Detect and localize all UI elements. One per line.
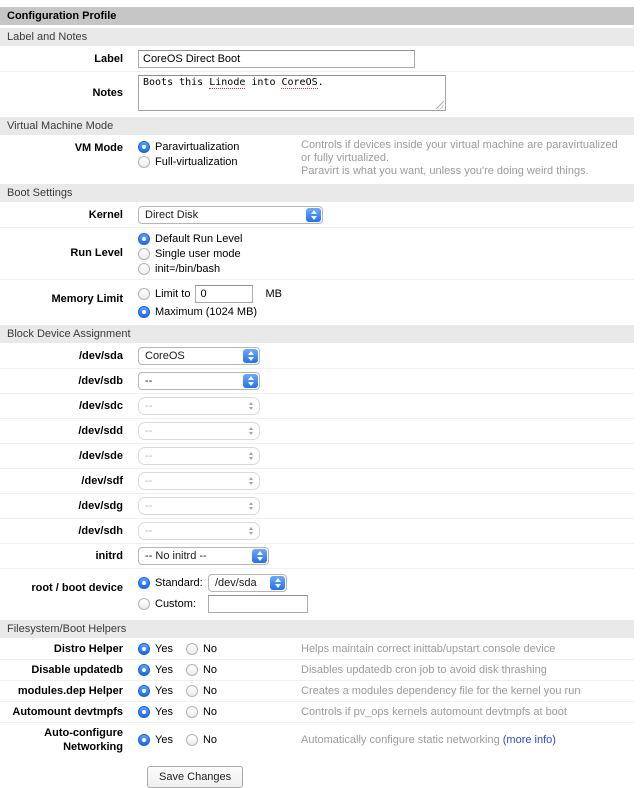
radio-label: Standard: [155,577,203,589]
radio-icon[interactable] [138,288,150,300]
select-arrows-icon [243,424,258,438]
helper-label: Disable updatedb [31,664,123,676]
helper-help-text: Creates a modules dependency file for the kernel you run [301,684,581,697]
dev-sdh-label: /dev/sdh [78,525,123,537]
select-arrows-icon [252,549,267,563]
block-device-row [0,344,634,368]
memory-limit-label: Memory Limit [51,293,123,305]
radio-label: Default Run Level [155,233,243,245]
more-info-link[interactable]: (more info) [502,733,556,746]
block-device-row [0,518,634,543]
select-arrows-icon [243,374,258,388]
radio-label: Maximum (1024 MB) [155,306,258,318]
yes-label: Yes [155,664,173,676]
section-boot-settings: Boot Settings [0,184,634,202]
select-arrows-icon [243,449,258,463]
section-block-devices-body [0,344,634,617]
section-filesystem-boot-helpers: Filesystem/Boot Helpers [0,620,634,638]
no-label: No [202,706,218,718]
dev-sda-label: /dev/sda [78,350,123,362]
notes-text: Boots this [143,77,210,88]
radio-label: Single user mode [155,248,241,260]
dev-sdc-label: /dev/sdc [78,400,123,412]
kernel-row [0,203,634,227]
block-device-row [0,493,634,518]
radio-label: init=/bin/bash [155,263,221,275]
helper-label: Automount devtmpfs [12,706,123,718]
helper-label: modules.dep Helper [17,685,123,697]
root-device-select[interactable]: /dev/sda [208,574,287,592]
vm-mode-row [0,136,634,181]
no-label: No [202,643,218,655]
select-arrows-icon [270,576,285,590]
select-arrows-icon [243,499,258,513]
helper-label: Distro Helper [53,643,123,655]
notes-misspelled-word: CoreOS [281,77,318,88]
dev-sdf-select: -- [138,472,260,490]
root-boot-device-label: root / boot device [31,582,123,594]
no-radio-icon[interactable] [186,643,198,655]
no-label: No [202,685,218,697]
yes-radio-checked-icon[interactable] [138,706,150,718]
label-row [0,47,634,71]
vm-mode-help: Controls if devices inside your virtual machine are paravirtualized or fully virtualized. Paravirt is what you want, unless you're doing weird things. [301,139,618,177]
yes-label: Yes [155,734,173,746]
run-level-option-init-binbash[interactable] [138,262,634,276]
initrd-select[interactable]: -- No initrd -- [138,547,269,565]
dev-sdg-label: /dev/sdg [78,500,123,512]
vm-mode-option-full-virtualization[interactable] [138,155,301,169]
label-field-label: Label [94,53,123,65]
yes-label: Yes [155,643,173,655]
memory-limit-input[interactable] [195,285,253,303]
section-boot-settings-body [0,203,634,322]
dev-sdb-select[interactable]: -- [138,372,260,390]
initrd-label: initrd [95,550,123,562]
radio-label: Limit to [155,288,191,300]
dev-sde-label: /dev/sde [78,450,123,462]
helper-help-text: Disables updatedb cron job to avoid disk thrashing [301,663,547,676]
radio-checked-icon[interactable] [138,306,150,318]
run-level-option-single-user[interactable] [138,247,634,261]
resize-grip-icon[interactable] [434,99,444,109]
dev-sda-select[interactable]: CoreOS [138,347,260,365]
helper-help-text: Helps maintain correct inittab/upstart console device [301,642,556,655]
vm-mode-option-paravirtualization[interactable] [138,140,301,154]
section-helpers-body [0,639,634,757]
notes-field-label: Notes [92,87,123,99]
root-boot-device-row [0,568,634,617]
memory-unit-label: MB [265,288,282,300]
root-standard-option[interactable] [138,573,634,593]
memory-limit-row [0,279,634,322]
yes-label: Yes [155,706,173,718]
section-label-and-notes: Label and Notes [0,28,634,46]
page-title: Configuration Profile [0,7,634,25]
radio-label: Paravirtualization [155,141,240,153]
save-changes-button[interactable]: Save Changes [147,766,243,788]
run-level-option-default[interactable] [138,232,634,246]
block-device-row [0,393,634,418]
helper-row-modules-dep [0,680,634,701]
section-vm-mode-body [0,136,634,181]
vm-mode-label: VM Mode [74,142,123,154]
helper-help-text: Controls if pv_ops kernels automount devtmpfs at boot [301,705,567,718]
select-arrows-icon [243,399,258,413]
kernel-label: Kernel [88,209,123,221]
dev-sdh-select: -- [138,522,260,540]
notes-text: . [317,77,324,88]
helper-row-distro-helper [0,639,634,659]
no-radio-icon[interactable] [186,685,198,697]
no-label: No [202,664,218,676]
yes-radio-checked-icon[interactable] [138,685,150,697]
radio-icon[interactable] [138,263,150,275]
section-virtual-machine-mode: Virtual Machine Mode [0,117,634,135]
helper-row-automount-devtmpfs [0,701,634,722]
dev-sdd-select: -- [138,422,260,440]
dev-sdc-select: -- [138,397,260,415]
radio-label: Full-virtualization [155,156,238,168]
yes-label: Yes [155,685,173,697]
helper-row-auto-configure-networking [0,722,634,757]
run-level-label: Run Level [70,247,123,259]
dev-sdd-label: /dev/sdd [78,425,123,437]
block-device-row [0,368,634,393]
no-radio-icon[interactable] [186,706,198,718]
dev-sdg-select: -- [138,497,260,515]
no-radio-icon[interactable] [186,664,198,676]
radio-checked-icon[interactable] [138,233,150,245]
helper-help-text: Automatically configure static networking (more info) [301,733,556,746]
radio-icon[interactable] [138,248,150,260]
radio-label: Custom: [155,598,196,610]
select-arrows-icon [306,208,321,222]
root-custom-input[interactable] [208,595,308,613]
radio-checked-icon[interactable] [138,141,150,153]
no-label: No [202,734,218,746]
notes-misspelled-word: Linode [209,77,246,88]
radio-icon[interactable] [138,598,150,610]
block-device-row [0,418,634,443]
section-label-and-notes-body [0,47,634,114]
initrd-row [0,543,634,568]
notes-text: into [245,77,282,88]
kernel-select[interactable]: Direct Disk [138,206,323,224]
select-arrows-icon [243,474,258,488]
no-radio-icon[interactable] [186,734,198,746]
run-level-row [0,227,634,279]
radio-checked-icon[interactable] [138,577,150,589]
notes-textarea[interactable] [138,75,446,111]
helper-label: Auto-configure Networking [44,727,123,753]
helper-row-disable-updatedb [0,659,634,680]
block-device-row [0,443,634,468]
label-input[interactable] [138,50,415,68]
dev-sdb-label: /dev/sdb [78,375,123,387]
notes-row [0,71,634,114]
dev-sdf-label: /dev/sdf [81,475,123,487]
dev-sde-select: -- [138,447,260,465]
radio-icon[interactable] [138,156,150,168]
memory-limit-option[interactable] [138,284,634,304]
memory-maximum-option[interactable] [138,305,634,319]
section-block-device-assignment: Block Device Assignment [0,325,634,343]
yes-radio-checked-icon[interactable] [138,643,150,655]
block-device-row [0,468,634,493]
select-arrows-icon [243,524,258,538]
yes-radio-checked-icon[interactable] [138,734,150,746]
root-custom-option[interactable] [138,594,634,614]
select-arrows-icon [243,349,258,363]
yes-radio-checked-icon[interactable] [138,664,150,676]
